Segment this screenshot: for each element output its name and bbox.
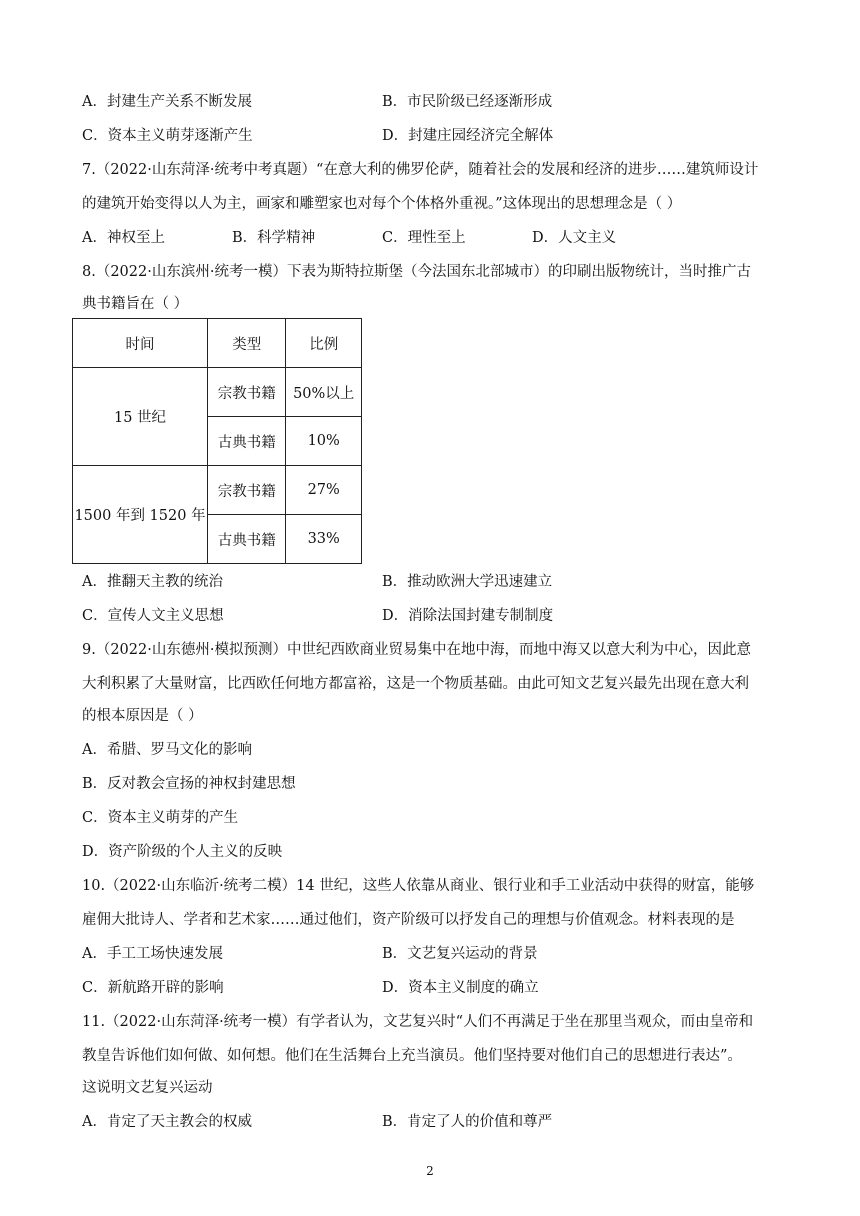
q7-option-b: B．科学精神 (232, 230, 316, 246)
period-cell: 15 世纪 (73, 368, 208, 466)
ratio-cell: 10% (286, 417, 362, 466)
q8-option-a: A．推翻天主教的统治 (82, 574, 223, 590)
ratio-cell: 50%以上 (286, 368, 362, 417)
q8-option-c: C．宣传人文主义思想 (82, 608, 224, 624)
table-row (73, 466, 362, 515)
q8-stem-line1: 8.（2022·山东滨州·统考一模）下表为斯特拉斯堡（今法国东北部城市）的印刷出版物统计，当时推广古 (82, 264, 751, 280)
q6-option-a: A．封建生产关系不断发展 (82, 94, 252, 110)
q7-option-c: C．理性至上 (382, 230, 466, 246)
q11-stem-line3: 这说明文艺复兴运动 (82, 1080, 213, 1096)
period-cell: 1500 年到 1520 年 (73, 466, 208, 564)
type-cell: 宗教书籍 (208, 368, 286, 417)
q9-stem-line3: 的根本原因是（ ） (82, 708, 203, 724)
header-ratio: 比例 (286, 319, 362, 368)
q9-stem-line2: 大利积累了大量财富，比西欧任何地方都富裕，这是一个物质基础。由此可知文艺复兴最先出现在意大利 (82, 676, 749, 692)
q9-option-d: D．资产阶级的个人主义的反映 (82, 844, 283, 860)
q9-option-c: C．资本主义萌芽的产生 (82, 810, 239, 826)
q11-stem-line1: 11.（2022·山东菏泽·统考一模）有学者认为，文艺复兴时“人们不再满足于坐在那里当观众，而由皇帝和 (82, 1014, 754, 1030)
q10-option-c: C．新航路开辟的影响 (82, 980, 224, 996)
q9-option-b: B．反对教会宣扬的神权封建思想 (82, 776, 296, 792)
q10-option-b: B．文艺复兴运动的背景 (382, 946, 538, 962)
q7-option-a: A．神权至上 (82, 230, 165, 246)
q11-stem-line2: 教皇告诉他们如何做、如何想。他们在生活舞台上充当演员。他们坚持要对他们自己的思想进行表达”。 (82, 1048, 742, 1064)
header-time: 时间 (73, 319, 208, 368)
page-number: 2 (426, 1164, 434, 1178)
q11-option-a: A．肯定了天主教会的权威 (82, 1114, 252, 1130)
type-cell: 宗教书籍 (208, 466, 286, 515)
q6-option-c: C．资本主义萌芽逐渐产生 (82, 128, 253, 144)
q8-statistics-table (72, 318, 362, 564)
header-type: 类型 (208, 319, 286, 368)
q8-option-b: B．推动欧洲大学迅速建立 (382, 574, 553, 590)
q9-option-a: A．希腊、罗马文化的影响 (82, 742, 252, 758)
q7-stem-line1: 7.（2022·山东菏泽·统考中考真题）“在意大利的佛罗伦萨，随着社会的发展和经济的进步……建筑师设计 (82, 162, 759, 178)
q10-option-a: A．手工工场快速发展 (82, 946, 223, 962)
type-cell: 古典书籍 (208, 515, 286, 564)
q10-stem-line1: 10.（2022·山东临沂·统考二模）14 世纪，这些人依靠从商业、银行业和手工业活动中获得的财富，能够 (82, 878, 755, 894)
table-row (73, 368, 362, 417)
q7-stem-line2: 的建筑开始变得以人为主，画家和雕塑家也对每个个体格外重视。”这体现出的思想理念是（ ） (82, 196, 682, 212)
q6-option-d: D．封建庄园经济完全解体 (382, 128, 554, 144)
ratio-cell: 27% (286, 466, 362, 515)
q7-option-d: D．人文主义 (532, 230, 617, 246)
q6-option-b: B．市民阶级已经逐渐形成 (382, 94, 553, 110)
table-header-row (73, 319, 362, 368)
q10-stem-line2: 雇佣大批诗人、学者和艺术家……通过他们，资产阶级可以抒发自己的理想与价值观念。材料表现的是 (82, 912, 735, 928)
q8-stem-line2: 典书籍旨在（ ） (82, 296, 189, 312)
ratio-cell: 33% (286, 515, 362, 564)
type-cell: 古典书籍 (208, 417, 286, 466)
q8-option-d: D．消除法国封建专制制度 (382, 608, 554, 624)
q10-option-d: D．资本主义制度的确立 (382, 980, 539, 996)
q9-stem-line1: 9.（2022·山东德州·模拟预测）中世纪西欧商业贸易集中在地中海，而地中海又以意大利为中心，因此意 (82, 642, 751, 658)
q11-option-b: B．肯定了人的价值和尊严 (382, 1114, 553, 1130)
